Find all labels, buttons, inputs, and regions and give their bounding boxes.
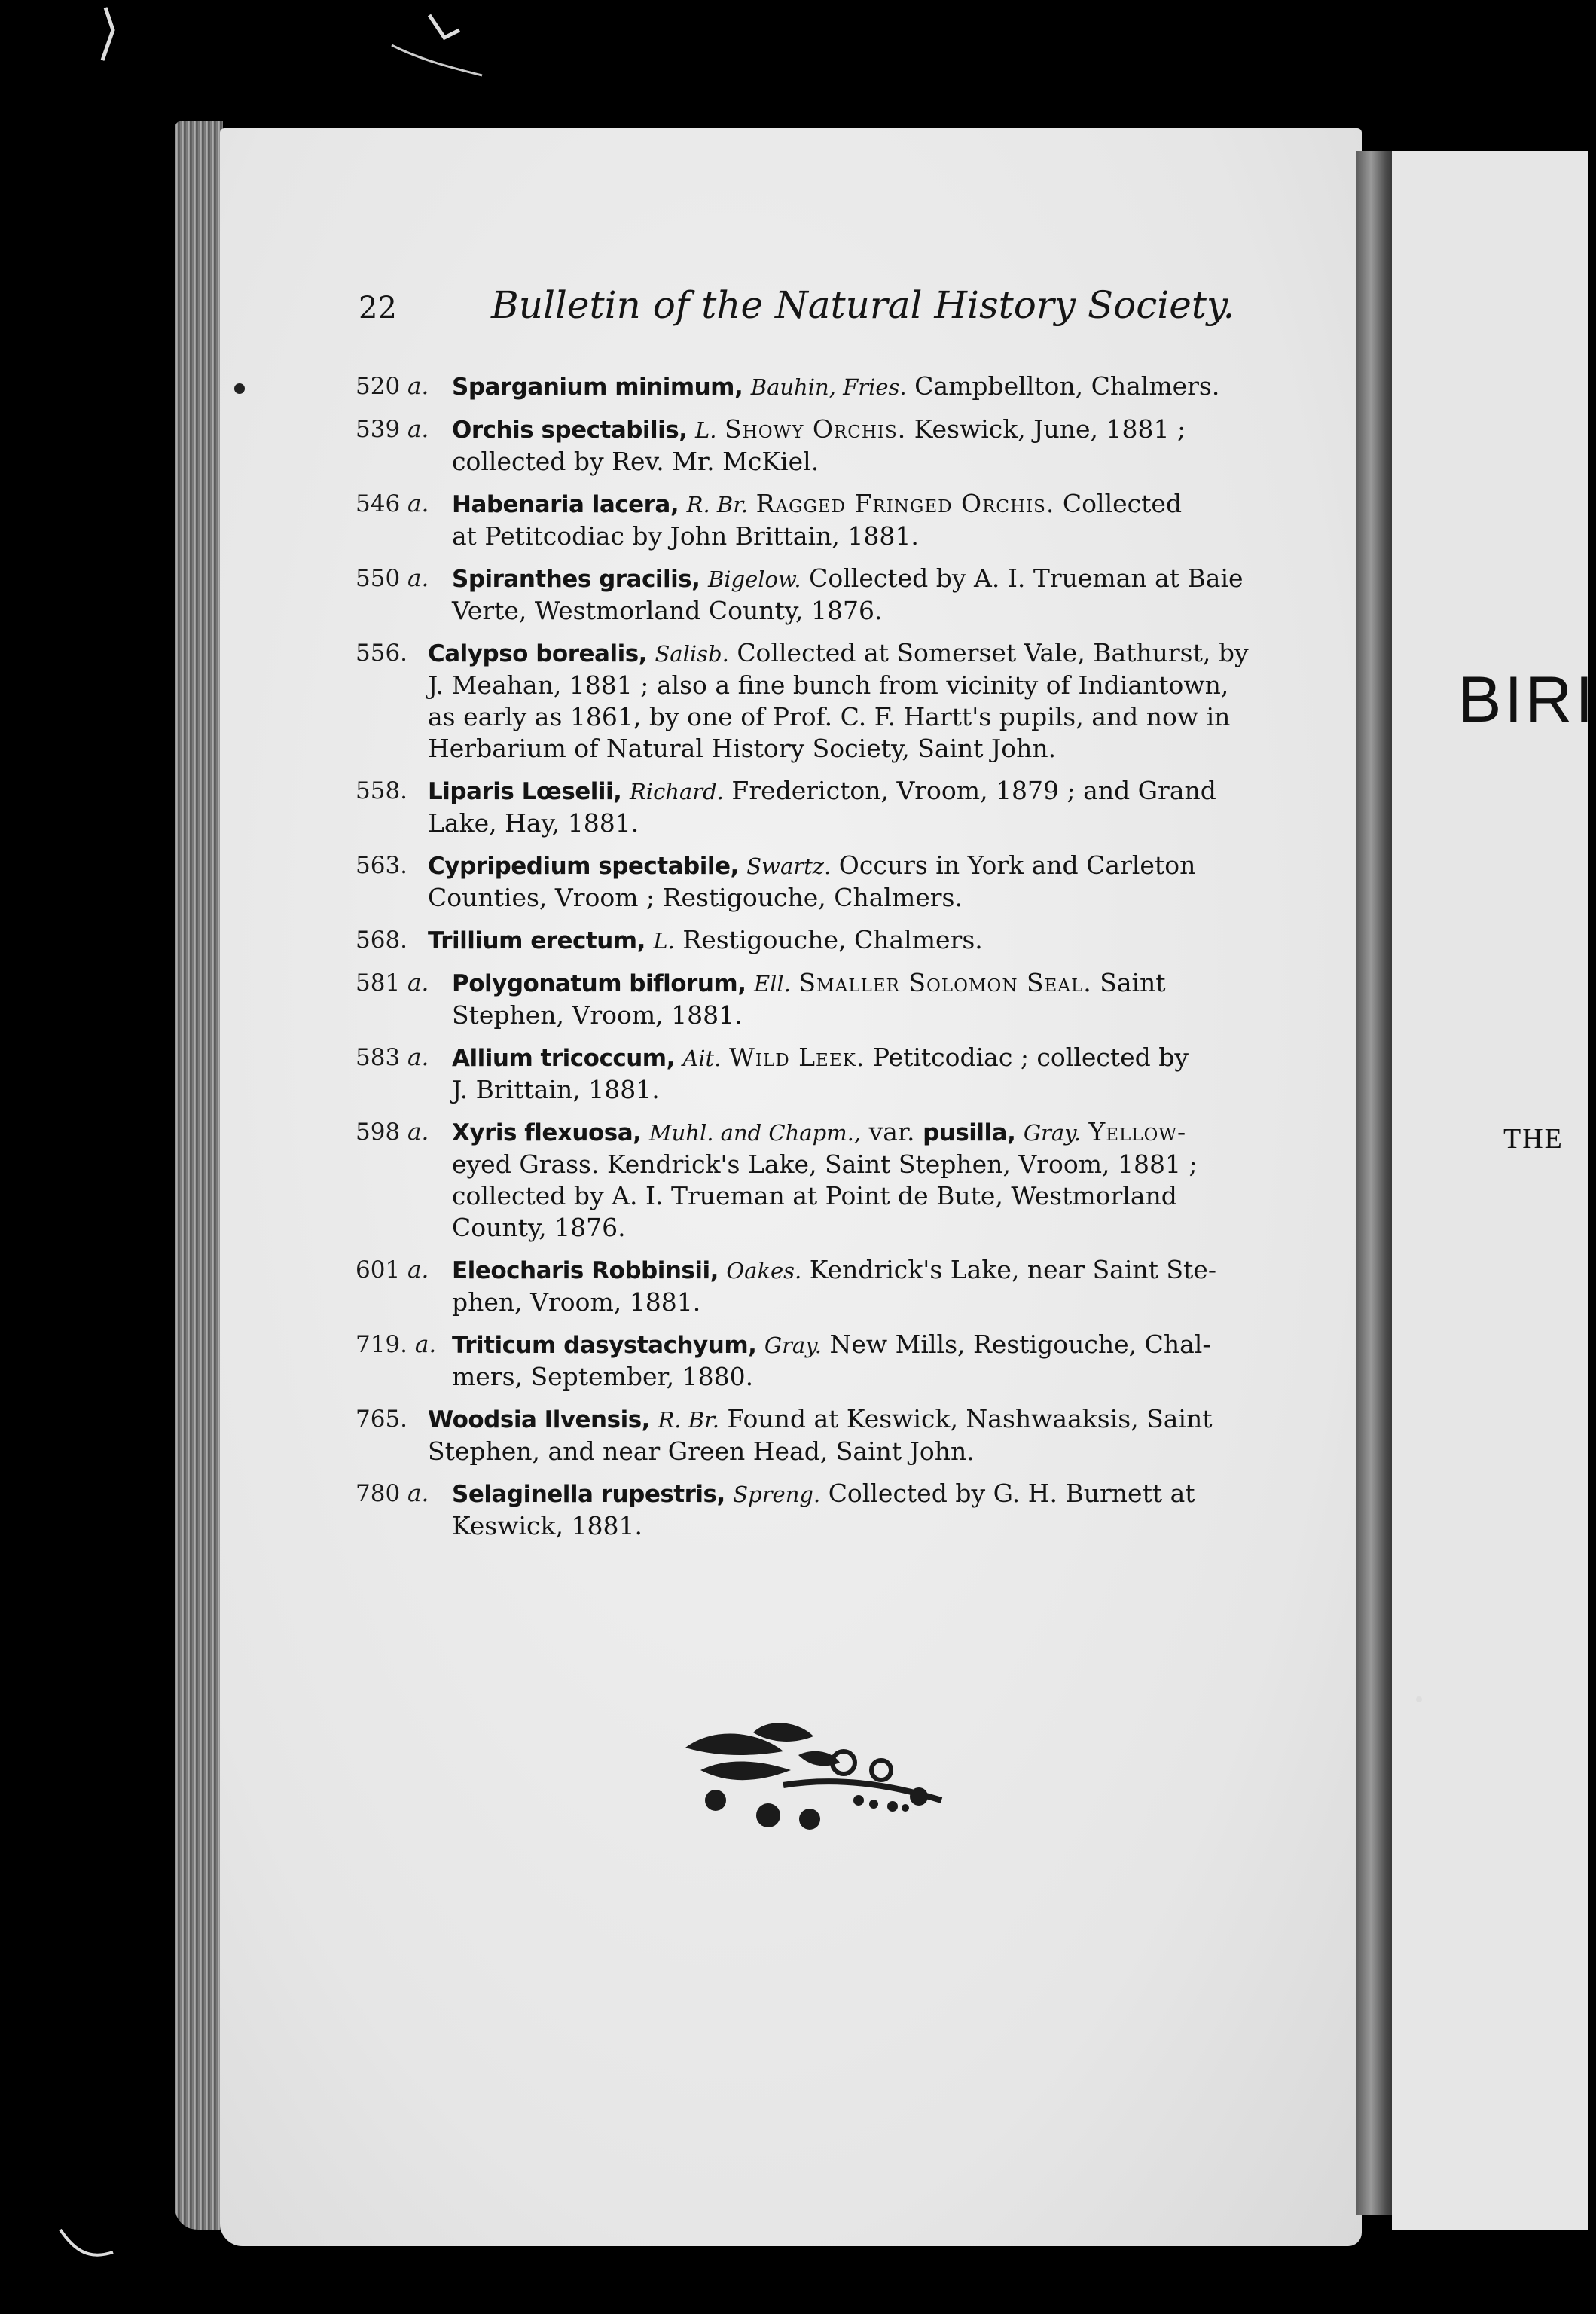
species-name: Selaginella rupestris, xyxy=(452,1481,725,1508)
species-name: Woodsia Ilvensis, xyxy=(428,1406,650,1433)
species-author: Bauhin, Fries. xyxy=(750,374,907,400)
entry-number-suffix: a. xyxy=(407,1256,429,1284)
species-name: Calypso borealis, xyxy=(428,640,647,667)
page-number: 22 xyxy=(359,291,397,325)
species-name: Triticum dasystachyum, xyxy=(452,1332,757,1359)
species-name: Orchis spectabilis, xyxy=(452,417,688,444)
species-name: Xyris flexuosa, xyxy=(452,1119,642,1146)
entry-text-line: Keswick, 1881. xyxy=(452,1511,642,1540)
entry-number-value: 601 xyxy=(356,1256,401,1284)
species-author: Bigelow. xyxy=(707,566,801,592)
entry-text-line: at Petitcodiac by John Brittain, 1881. xyxy=(452,521,919,551)
entry-text: Collected by A. I. Trueman at Baie xyxy=(809,563,1244,593)
entry-text-line: phen, Vroom, 1881. xyxy=(452,1287,701,1317)
common-name: Smaller Solomon Seal. xyxy=(798,968,1092,997)
entry-number-value: 598 xyxy=(356,1119,401,1146)
species-name: Eleocharis Robbinsii, xyxy=(452,1257,719,1284)
species-author: Gray. xyxy=(764,1333,822,1358)
entry-text: Keswick, June, 1881 ; xyxy=(914,414,1186,444)
entry-text: Campbellton, Chalmers. xyxy=(914,371,1220,401)
species-author: R. Br. xyxy=(686,492,749,517)
entry-number-value: 563. xyxy=(356,852,408,879)
species-author: Salisb. xyxy=(655,641,729,667)
entry-number-value: 546 xyxy=(356,490,401,517)
species-name: Spiranthes gracilis, xyxy=(452,566,700,593)
variety-author: Gray. xyxy=(1023,1120,1081,1146)
entry-text: Fredericton, Vroom, 1879 ; and Grand xyxy=(731,776,1216,805)
entry-text-line: Herbarium of Natural History Society, Saint John. xyxy=(428,734,1057,763)
species-name: Habenaria lacera, xyxy=(452,491,679,518)
species-name: Allium tricoccum, xyxy=(452,1045,675,1072)
species-author: Spreng. xyxy=(733,1482,821,1507)
species-name: Liparis Lœselii, xyxy=(428,778,622,805)
facing-page-title-fragment: BIRI xyxy=(1458,664,1596,736)
entry-text: Petitcodiac ; collected by xyxy=(872,1043,1189,1072)
entry-text: Kendrick's Lake, near Saint Ste- xyxy=(809,1255,1216,1284)
entry-text-line: Stephen, and near Green Head, Saint John. xyxy=(428,1436,975,1466)
entry-text: Collected at Somerset Vale, Bathurst, by xyxy=(737,638,1249,667)
species-name: Polygonatum biflorum, xyxy=(452,970,746,997)
facing-page-the-fragment: THE xyxy=(1503,1123,1564,1155)
species-author: L. xyxy=(653,928,675,954)
entry-text-line: collected by Rev. Mr. McKiel. xyxy=(452,447,819,476)
entry-text-line: J. Meahan, 1881 ; also a fine bunch from vicinity of Indiantown, xyxy=(428,670,1229,700)
entry-number-value: 558. xyxy=(356,777,408,804)
entry-text: Found at Keswick, Nashwaaksis, Saint xyxy=(727,1404,1213,1433)
entry-number-suffix: a. xyxy=(414,1331,437,1358)
entry-number-suffix: a. xyxy=(407,1119,429,1146)
entry-number-value: 520 xyxy=(356,373,401,400)
species-author: Swartz. xyxy=(746,853,832,879)
entry-text: Occurs in York and Carleton xyxy=(838,850,1196,880)
common-name: Showy Orchis. xyxy=(725,414,907,444)
variety-name: pusilla, xyxy=(923,1119,1016,1146)
species-author: Richard. xyxy=(629,779,724,804)
entry-text-line: Stephen, Vroom, 1881. xyxy=(452,1000,743,1030)
entry-text-line: Verte, Westmorland County, 1876. xyxy=(452,596,883,625)
entry-text: New Mills, Restigouche, Chal- xyxy=(829,1329,1211,1359)
species-author: L. xyxy=(695,417,717,443)
variety-label: var. xyxy=(868,1117,915,1146)
entry-text-line: J. Brittain, 1881. xyxy=(452,1075,660,1104)
entry-text: Saint xyxy=(1100,968,1166,997)
species-name: Trillium erectum, xyxy=(428,927,645,954)
entry-text-line: eyed Grass. Kendrick's Lake, Saint Stephen, Vroom, 1881 ; xyxy=(452,1149,1198,1179)
entry-number-value: 719. xyxy=(356,1331,408,1358)
entry-number-value: 583 xyxy=(356,1044,401,1071)
entry-text-line: collected by A. I. Trueman at Point de Bute, Westmorland xyxy=(452,1181,1177,1210)
species-name: Cypripedium spectabile, xyxy=(428,853,739,880)
entry-number-suffix: a. xyxy=(407,416,429,443)
entry-text-line: Lake, Hay, 1881. xyxy=(428,808,639,838)
entry-text-line: as early as 1861, by one of Prof. C. F. Hartt's pupils, and now in xyxy=(428,702,1231,731)
common-name: Yellow- xyxy=(1088,1117,1187,1146)
entry-text-line: mers, September, 1880. xyxy=(452,1362,754,1391)
entry-text: Collected xyxy=(1062,489,1183,518)
entry-number-value: 556. xyxy=(356,640,408,667)
species-author: Ait. xyxy=(682,1046,722,1071)
entry-number-suffix: a. xyxy=(407,565,429,592)
entry-number-suffix: a. xyxy=(407,1044,429,1071)
entry-number-suffix: a. xyxy=(407,1480,429,1507)
entry-number-value: 765. xyxy=(356,1406,408,1433)
entry-number-value: 539 xyxy=(356,416,401,443)
entry-text: Collected by G. H. Burnett at xyxy=(828,1479,1195,1508)
entry-text-line: Counties, Vroom ; Restigouche, Chalmers. xyxy=(428,883,963,912)
species-name: Sparganium minimum, xyxy=(452,374,743,401)
common-name: Ragged Fringed Orchis. xyxy=(755,489,1055,518)
running-title: Bulletin of the Natural History Society. xyxy=(491,283,1235,327)
species-author: Muhl. and Chapm., xyxy=(648,1120,862,1146)
entry-number-value: 568. xyxy=(356,927,408,954)
species-author: Ell. xyxy=(753,971,791,997)
entry-number-suffix: a. xyxy=(407,490,429,517)
entry-number-suffix: a. xyxy=(407,969,429,997)
entry-number-suffix: a. xyxy=(407,373,429,400)
common-name: Wild Leek. xyxy=(728,1043,865,1072)
species-author: Oakes. xyxy=(726,1258,802,1284)
entry-number-value: 550 xyxy=(356,565,401,592)
entry-number-value: 780 xyxy=(356,1480,401,1507)
entry-text-line: County, 1876. xyxy=(452,1213,626,1242)
entry-number-value: 581 xyxy=(356,969,401,997)
entry-text: Restigouche, Chalmers. xyxy=(682,925,983,954)
species-author: R. Br. xyxy=(658,1407,719,1433)
